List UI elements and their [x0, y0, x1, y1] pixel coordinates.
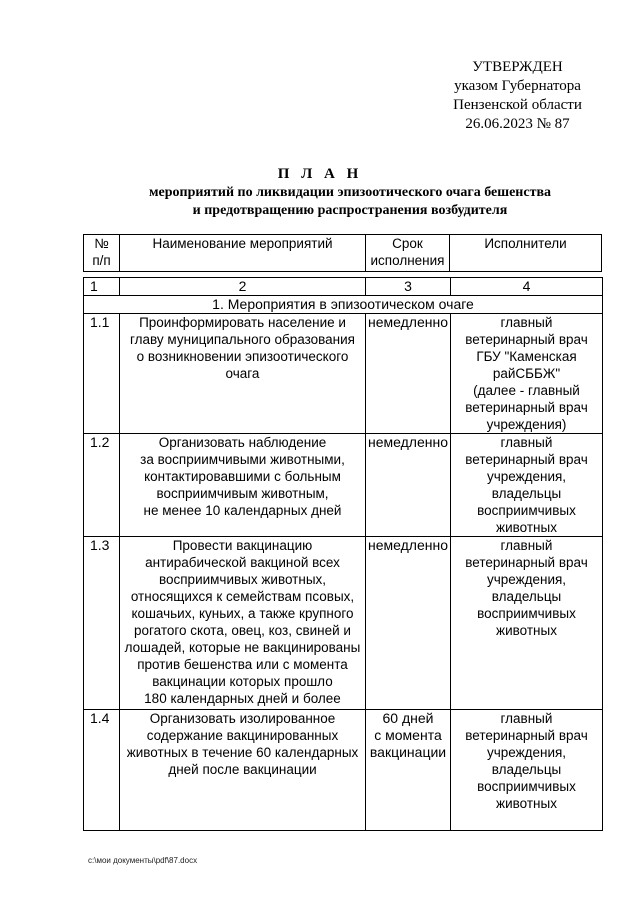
- header-term: [366, 235, 450, 272]
- cell-line: о возникновении эпизоотического: [136, 349, 349, 364]
- cell-line: главный: [500, 538, 553, 553]
- file-path-footer: c:\мои документы\pdf\87.docx: [88, 856, 198, 865]
- cell-line: учреждения,: [486, 745, 567, 760]
- row-activity: [120, 537, 366, 710]
- cell-line: животных в течение 60 календарных: [126, 745, 359, 760]
- row-term: [366, 434, 451, 537]
- cell-line: райСББЖ": [492, 366, 561, 381]
- column-number-1: 1: [84, 278, 120, 296]
- cell-line: за восприимчивыми животными,: [140, 452, 345, 467]
- approval-line-region: Пензенской области: [453, 97, 582, 113]
- row-executors: [451, 710, 603, 831]
- header-term-line-2: исполнения: [370, 253, 445, 268]
- cell-line: ветеринарный врач: [465, 332, 588, 347]
- approval-line-approved: УТВЕРЖДЕН: [472, 59, 563, 75]
- row-term: [366, 537, 451, 710]
- row-activity: [120, 314, 366, 434]
- row-executors: [451, 314, 603, 434]
- row-activity: [120, 434, 366, 537]
- cell-line: учреждения): [486, 417, 567, 432]
- cell-line: восприимчивых животных,: [158, 572, 327, 587]
- cell-line: кошачьих, куньих, а также крупного: [131, 606, 354, 621]
- column-number-3: 3: [366, 278, 451, 296]
- row-executors: [451, 434, 603, 537]
- header-name: Наименование мероприятий: [120, 235, 366, 272]
- approval-stamp: [430, 58, 605, 134]
- row-term: [366, 314, 451, 434]
- activities-table: [83, 277, 603, 831]
- cell-line: восприимчивых: [477, 503, 576, 518]
- table-header: [83, 234, 602, 272]
- cell-line: 180 календарных дней и более: [144, 691, 341, 706]
- cell-line: ветеринарный врач: [465, 400, 588, 415]
- cell-line: вакцинации: [369, 744, 447, 760]
- cell-line: содержание вакцинированных: [146, 728, 339, 743]
- cell-line: животных: [496, 796, 557, 811]
- document-subtitle: [80, 184, 620, 220]
- row-term: [366, 710, 451, 831]
- cell-line: с момента: [374, 727, 442, 743]
- subtitle-line-2: и предотвращению распространения возбудителя: [192, 203, 508, 218]
- row-number: 1.3: [84, 537, 120, 710]
- header-executors: Исполнители: [450, 235, 602, 272]
- table-row: [84, 710, 603, 831]
- header-number-line-1: №: [94, 236, 109, 251]
- column-number-row: [84, 278, 603, 296]
- cell-line: антирабической вакциной всех: [145, 555, 340, 570]
- subtitle-line-1: мероприятий по ликвидации эпизоотического очага бешенства: [148, 185, 552, 200]
- cell-line: 60 дней: [382, 710, 434, 726]
- approval-line-date: 26.06.2023 № 87: [465, 116, 570, 132]
- cell-line: лошадей, которые не вакцинированы: [124, 640, 361, 655]
- table-row: [84, 434, 603, 537]
- cell-line: Организовать наблюдение: [158, 435, 327, 450]
- cell-line: Провести вакцинацию: [172, 538, 313, 553]
- row-number: 1.1: [84, 314, 120, 434]
- cell-line: ветеринарный врач: [465, 555, 588, 570]
- cell-line: животных: [496, 520, 557, 535]
- cell-line: главный: [500, 711, 553, 726]
- cell-line: немедленно: [368, 314, 448, 330]
- cell-line: восприимчивых: [477, 779, 576, 794]
- column-number-4: 4: [451, 278, 603, 296]
- section-row: [84, 296, 603, 314]
- header-number-line-2: п/п: [92, 253, 111, 268]
- cell-line: (далее - главный: [473, 383, 580, 398]
- cell-line: восприимчивым животным,: [156, 486, 329, 501]
- column-number-2: 2: [120, 278, 366, 296]
- section-title: 1. Мероприятия в эпизоотическом очаге: [84, 296, 603, 314]
- cell-line: рогатого скота, овец, коз, свиней и: [134, 623, 351, 638]
- cell-line: ветеринарный врач: [465, 452, 588, 467]
- cell-line: не менее 10 календарных дней: [143, 503, 342, 518]
- cell-line: учреждения,: [486, 469, 567, 484]
- cell-line: вакцинации которых прошло: [152, 674, 333, 689]
- row-activity: [120, 710, 366, 831]
- row-number: 1.2: [84, 434, 120, 537]
- cell-line: немедленно: [368, 537, 448, 553]
- cell-line: дней после вакцинации: [168, 762, 317, 777]
- header-term-line-1: Срок: [392, 236, 423, 251]
- cell-line: главный: [500, 435, 553, 450]
- cell-line: контактировавшими с больным: [144, 469, 341, 484]
- cell-line: владельцы: [491, 762, 562, 777]
- table-row: [84, 314, 603, 434]
- cell-line: Организовать изолированное: [149, 711, 336, 726]
- cell-line: немедленно: [368, 434, 448, 450]
- cell-line: ГБУ "Каменская: [476, 349, 577, 364]
- cell-line: ветеринарный врач: [465, 728, 588, 743]
- row-number: 1.4: [84, 710, 120, 831]
- header-number: [84, 235, 120, 272]
- cell-line: относящихся к семействам псовых,: [130, 589, 355, 604]
- cell-line: восприимчивых: [477, 606, 576, 621]
- cell-line: главный: [500, 315, 553, 330]
- cell-line: Проинформировать население и: [139, 315, 346, 330]
- approval-line-decree: указом Губернатора: [454, 78, 581, 94]
- table-row: [84, 537, 603, 710]
- cell-line: животных: [496, 623, 557, 638]
- cell-line: очага: [225, 366, 260, 381]
- cell-line: главу муниципального образования: [130, 332, 355, 347]
- document-title: П Л А Н: [277, 166, 363, 182]
- row-executors: [451, 537, 603, 710]
- cell-line: владельцы: [491, 486, 562, 501]
- cell-line: владельцы: [491, 589, 562, 604]
- cell-line: учреждения,: [486, 572, 567, 587]
- cell-line: против бешенства или с момента: [137, 657, 348, 672]
